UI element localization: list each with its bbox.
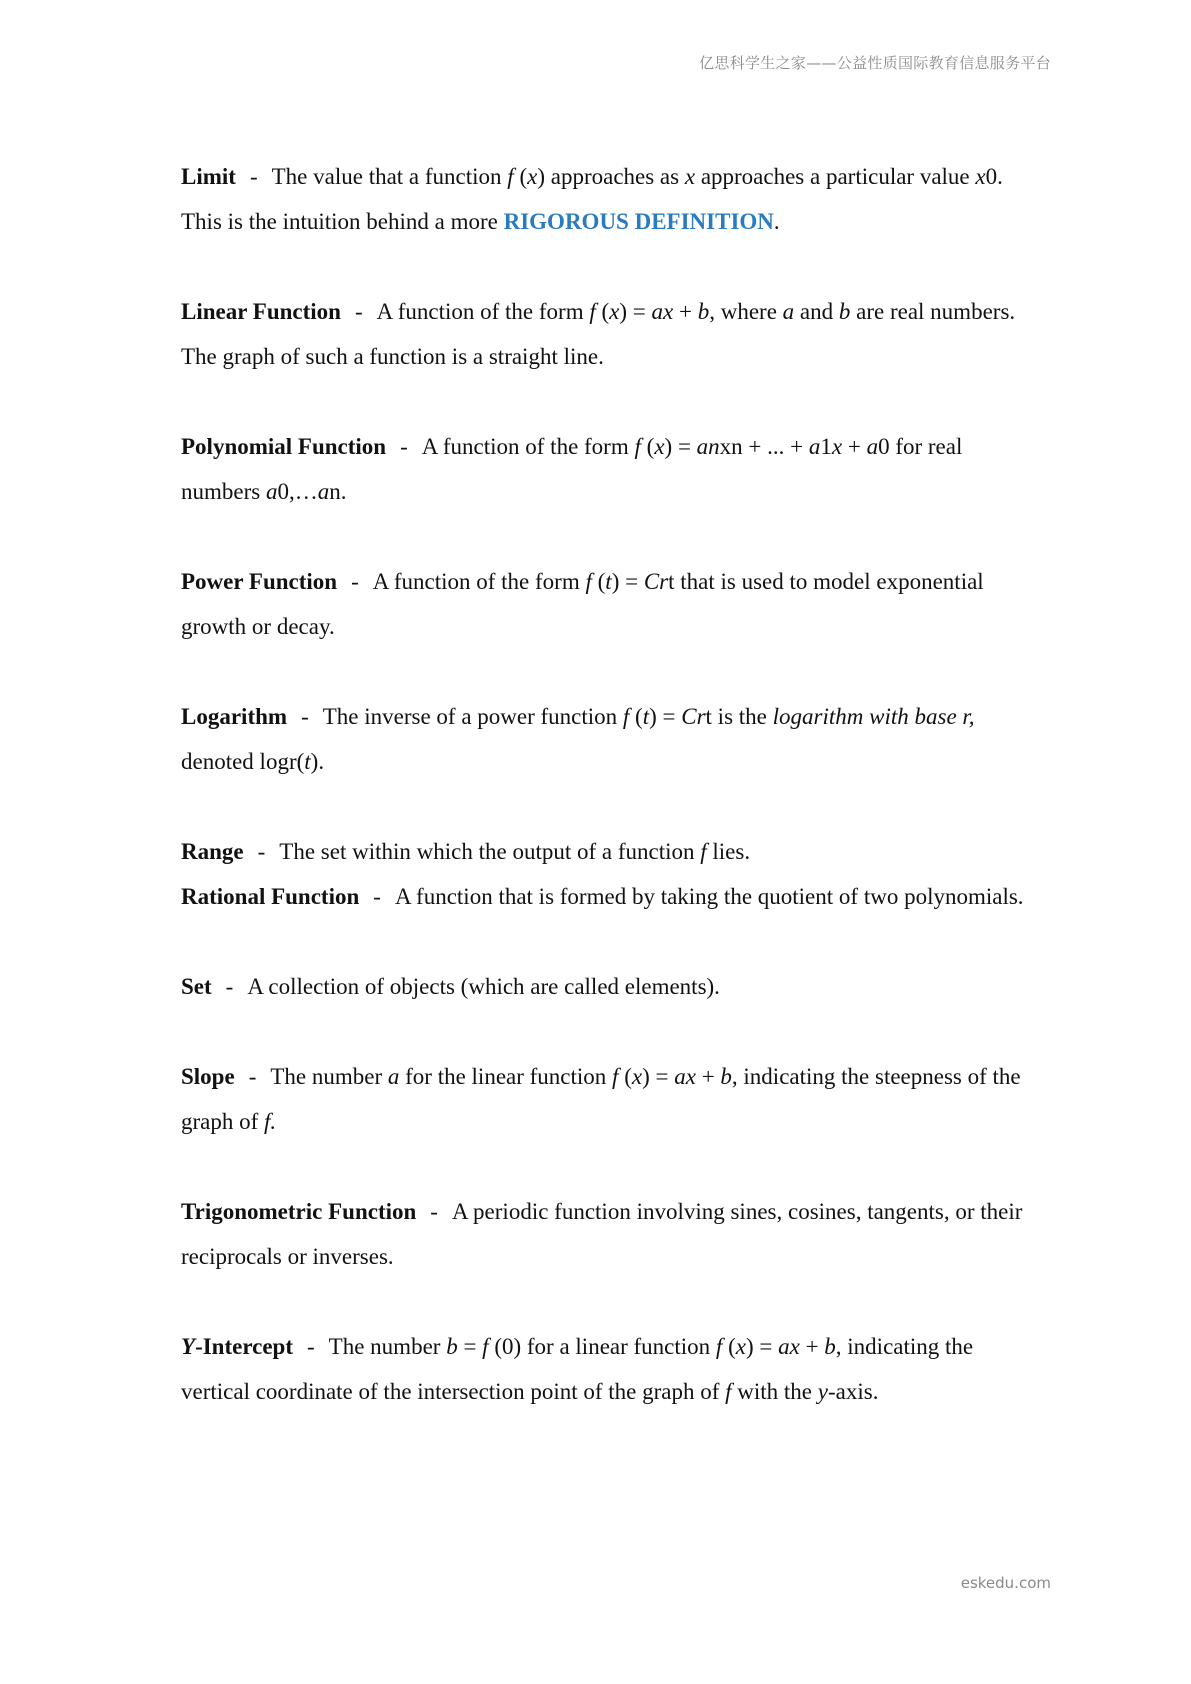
math-var: a [866, 434, 879, 459]
glossary-entry-limit [181, 154, 1031, 244]
glossary-entry-slope [181, 1054, 1031, 1144]
math-var: b [824, 1334, 836, 1359]
math-var: Cr [681, 704, 706, 729]
math-var: t [304, 749, 311, 774]
term-logarithm: Logarithm [181, 704, 288, 729]
term-linear-function: Linear Function [181, 299, 341, 324]
separator: - [430, 1199, 438, 1224]
math-var: x [527, 164, 538, 189]
math-var: f [612, 1064, 619, 1089]
math-var: a [782, 299, 795, 324]
definition-text: lies. [706, 839, 751, 864]
glossary-entry-polynomial-function [181, 424, 1031, 514]
math-var: f [589, 299, 596, 324]
definition-text: xn + ... + [719, 434, 809, 459]
math-var: f [700, 839, 707, 864]
math-var: ax [651, 299, 674, 324]
definition-text: -axis. [828, 1379, 879, 1404]
math-var: a [808, 434, 821, 459]
math-var: f [622, 704, 630, 729]
definition-text: A function that is formed by taking the quotient of two polynomials. [394, 884, 1024, 909]
separator: - [351, 569, 359, 594]
math-var: x [654, 434, 665, 459]
definition-text: ( [513, 164, 528, 189]
definition-text: t is the [705, 704, 773, 729]
definition-text: The set within which the output of a function [279, 839, 701, 864]
definition-text: ) = [642, 1064, 675, 1089]
math-var: t [642, 704, 650, 729]
definition-text: ( [591, 569, 606, 594]
italic-phrase: logarithm with base r, [772, 704, 975, 729]
page-footer: eskedu.com [960, 1574, 1051, 1592]
definition-text: A function of the form [372, 569, 586, 594]
math-var: t [605, 569, 612, 594]
definition-text: 1 [820, 434, 832, 459]
definition-text: ( [722, 1334, 736, 1359]
definition-text: ) = [664, 434, 697, 459]
glossary-entry-linear-function [181, 289, 1031, 379]
definition-text: , indicating the steepness of the graph of [181, 1064, 1021, 1134]
definition-text: ) = [745, 1334, 779, 1359]
math-var: f [725, 1379, 732, 1404]
term-limit: Limit [181, 164, 236, 189]
glossary-entry-y-intercept [181, 1324, 1031, 1414]
definition-text: with the [731, 1379, 818, 1404]
definition-text: A collection of objects (which are called elements). [247, 974, 720, 999]
term-set: Set [181, 974, 212, 999]
definition-text: 0. This is the intuition behind a more [181, 164, 1003, 234]
definition-text: and [794, 299, 839, 324]
math-var: x [631, 1064, 643, 1089]
glossary-entry-set [181, 964, 1031, 1009]
term-y-letter: Y [181, 1334, 196, 1359]
definition-text: 0,… [277, 479, 318, 504]
math-var: ax [674, 1064, 696, 1089]
rigorous-definition-link[interactable]: RIGOROUS DEFINITION [503, 209, 774, 234]
definition-text: ) approaches as [537, 164, 685, 189]
math-var: f [585, 569, 592, 594]
math-var: f [634, 434, 641, 459]
separator: - [225, 974, 234, 999]
term-y-rest: -Intercept [195, 1334, 293, 1359]
definition-text: = [457, 1334, 483, 1359]
math-var: f [507, 164, 514, 189]
glossary-entry-logarithm [181, 694, 1031, 784]
definition-text: + [799, 1334, 825, 1359]
separator: - [257, 839, 266, 864]
glossary-entry-trigonometric-function [181, 1189, 1031, 1279]
term-range: Range [181, 839, 244, 864]
definition-text: ( [629, 704, 643, 729]
term-polynomial-function: Polynomial Function [181, 434, 387, 459]
math-var: x [975, 164, 986, 189]
definition-text: ( [640, 434, 655, 459]
term-trigonometric-function: Trigonometric Function [181, 1199, 417, 1224]
math-var: an [696, 434, 720, 459]
term-rational-function: Rational Function [181, 884, 360, 909]
math-var: f [715, 1334, 723, 1359]
definition-text: , where [709, 299, 783, 324]
glossary [181, 154, 1031, 1459]
glossary-entry-rational-function [181, 874, 1031, 919]
definition-text: ) = [649, 704, 682, 729]
definition-text: The number [270, 1064, 388, 1089]
math-var: b [838, 299, 851, 324]
definition-text: 0 for real numbers [181, 434, 963, 504]
math-var: a [317, 479, 330, 504]
separator: - [307, 1334, 315, 1359]
definition-text: The number [328, 1334, 447, 1359]
math-var: x [831, 434, 843, 459]
definition-text: A periodic function involving sines, cosines, tangents, or their reciprocals or inverses. [181, 1199, 1023, 1269]
math-var: ax [778, 1334, 800, 1359]
definition-text: approaches a particular value [695, 164, 976, 189]
math-var: b [697, 299, 710, 324]
definition-text: (0) for a linear function [488, 1334, 716, 1359]
page-header: 亿思科学生之家——公益性质国际教育信息服务平台 [699, 54, 1051, 72]
definition-text: A function of the form [376, 299, 590, 324]
separator: - [354, 299, 363, 324]
definition-text: for the linear function [399, 1064, 613, 1089]
math-var: x [735, 1334, 746, 1359]
math-var: x [684, 164, 696, 189]
definition-text: ) = [611, 569, 644, 594]
definition-text: + [842, 434, 867, 459]
definition-text: ). [310, 749, 325, 774]
definition-text: n. [329, 479, 347, 504]
math-var: x [609, 299, 620, 324]
math-var: f [482, 1334, 489, 1359]
definition-text: + [673, 299, 698, 324]
term-power-function: Power Function [181, 569, 338, 594]
separator: - [373, 884, 381, 909]
definition-text: denoted logr( [181, 749, 305, 774]
definition-text: ) = [619, 299, 652, 324]
glossary-entry-power-function [181, 559, 1031, 649]
math-var: f. [264, 1109, 277, 1134]
math-var: y [817, 1379, 828, 1404]
math-var: a [265, 479, 278, 504]
math-var: b [720, 1064, 732, 1089]
definition-text: The value that a function [271, 164, 508, 189]
definition-text: + [695, 1064, 721, 1089]
glossary-entry-range [181, 829, 1031, 874]
definition-text: . [773, 209, 780, 234]
math-var: Cr [643, 569, 669, 594]
separator: - [248, 1064, 257, 1089]
definition-text: The inverse of a power function [322, 704, 623, 729]
separator: - [249, 164, 258, 189]
term-slope: Slope [181, 1064, 235, 1089]
separator: - [301, 704, 309, 729]
separator: - [400, 434, 408, 459]
definition-text: are real numbers. The graph of such a function is a straight line. [181, 299, 1016, 369]
math-var: b [446, 1334, 458, 1359]
definition-text: ( [595, 299, 610, 324]
definition-text: , indicating the vertical coordinate of the intersection point of the graph of [181, 1334, 974, 1404]
definition-text: t that is used to model exponential growth or decay. [181, 569, 984, 639]
definition-text: A function of the form [421, 434, 635, 459]
term-y-intercept [181, 1334, 293, 1359]
math-var: a [387, 1064, 400, 1089]
definition-text: ( [618, 1064, 632, 1089]
